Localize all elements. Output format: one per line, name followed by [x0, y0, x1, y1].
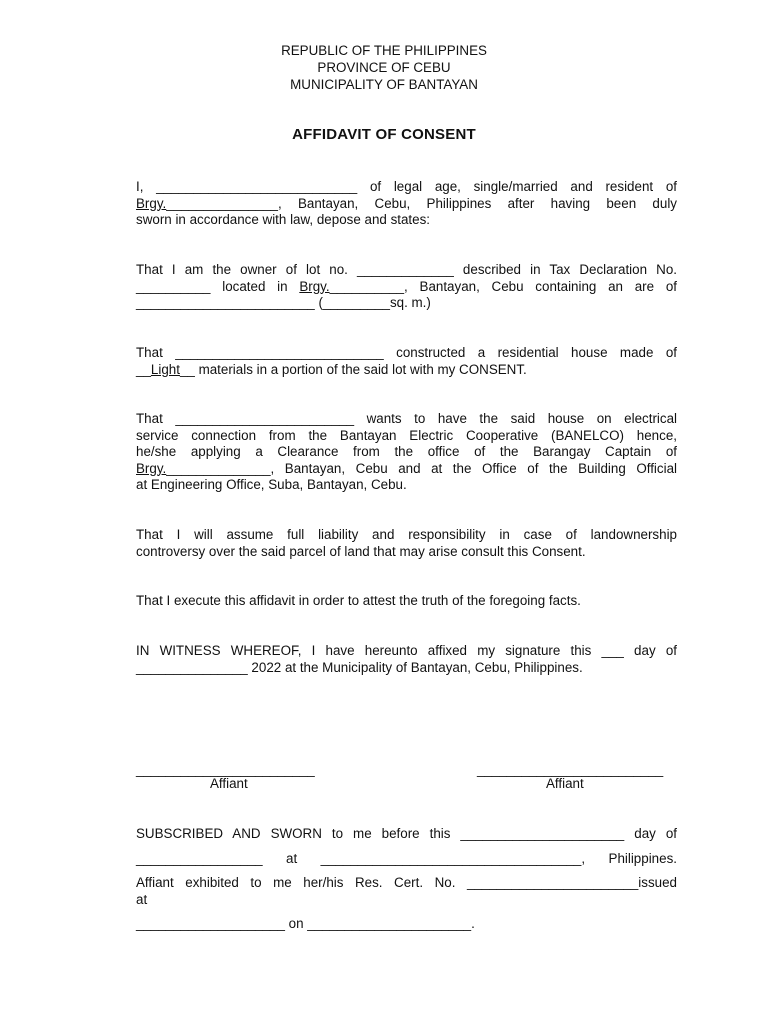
jurat-line-2: _________________ at ___________________________________, Philippines.	[136, 850, 677, 866]
p4-brgy: Brgy.	[136, 460, 167, 476]
p4-line-1: That ________________________ wants to have the said house on electrical	[136, 411, 677, 426]
p7-line-2: _______________ 2022 at the Municipality of Bantayan, Cebu, Philippines.	[136, 659, 583, 675]
p5-line-1: That I will assume full liability and responsibility in case of landownership	[136, 527, 677, 542]
p3-line-2-c: __ materials in a portion of the said lot with my CONSENT.	[179, 361, 527, 377]
jurat-line-4: at	[136, 891, 148, 907]
header-municipality: MUNICIPALITY OF BANTAYAN	[290, 77, 478, 92]
p2-line-2-a: __________ located in	[136, 278, 300, 294]
signature-label-right: Affiant	[546, 776, 584, 791]
p2-line-3: ________________________ (_________sq. m.)	[136, 295, 431, 311]
p2-line-1: That I am the owner of lot no. _____________ described in Tax Declaration No.	[136, 262, 677, 277]
document-title: AFFIDAVIT OF CONSENT	[292, 126, 476, 143]
jurat-line-3: Affiant exhibited to me her/his Res. Cert. No. _______________________issued	[136, 875, 677, 891]
p1-brgy: Brgy.	[136, 195, 167, 211]
p4-line-3: he/she applying a Clearance from the office of the Barangay Captain of	[136, 444, 677, 460]
paragraph-identity	[136, 179, 677, 229]
p3-line-2-a: __	[136, 361, 151, 377]
p4-line-4	[136, 461, 677, 478]
p1-line-2-rest: _______________, Bantayan, Cebu, Philippines after having been duly	[166, 195, 677, 211]
p3-line-2	[136, 362, 677, 379]
paragraph-ownership	[136, 262, 677, 312]
p2-brgy: Brgy.	[299, 278, 330, 294]
p1-line-1: I, ___________________________ of legal age, single/married and resident of	[136, 179, 677, 194]
signature-line-left: ________________________	[136, 762, 315, 777]
header-republic: REPUBLIC OF THE PHILIPPINES	[281, 43, 487, 58]
jurat-line-1: SUBSCRIBED AND SWORN to me before this ______________________ day of	[136, 826, 677, 841]
p7-line-1: IN WITNESS WHEREOF, I have hereunto affixed my signature this ___ day of	[136, 643, 677, 658]
paragraph-witness	[136, 643, 677, 676]
paragraph-construction	[136, 345, 677, 378]
p4-line-4-rest: ______________, Bantayan, Cebu and at the Office of the Building Official	[166, 460, 677, 476]
p6-line-1: That I execute this affidavit in order to attest the truth of the foregoing facts.	[136, 593, 581, 608]
p2-line-2-c: __________, Bantayan, Cebu containing an are of	[329, 278, 677, 294]
jurat-block	[136, 826, 677, 933]
paragraph-attest	[136, 593, 677, 610]
paragraph-liability	[136, 527, 677, 560]
jurat-line-5: ____________________ on ______________________.	[136, 916, 475, 932]
p5-line-2: controversy over the said parcel of land that may arise consult this Consent.	[136, 543, 586, 559]
p2-line-2	[136, 279, 677, 296]
signature-line-right: _________________________	[477, 762, 664, 777]
signature-label-left: Affiant	[210, 776, 248, 791]
p4-line-5: at Engineering Office, Suba, Bantayan, Cebu.	[136, 477, 407, 493]
header-province: PROVINCE OF CEBU	[317, 60, 451, 75]
p1-line-3: sworn in accordance with law, depose and states:	[136, 212, 431, 228]
paragraph-electrical	[136, 411, 677, 494]
p3-line-1: That ____________________________ constructed a residential house made of	[136, 345, 677, 360]
document-header	[0, 42, 768, 93]
p3-material: Light	[150, 361, 180, 377]
p1-line-2	[136, 196, 677, 213]
p4-line-2: service connection from the Bantayan Electric Cooperative (BANELCO) hence,	[136, 427, 677, 443]
